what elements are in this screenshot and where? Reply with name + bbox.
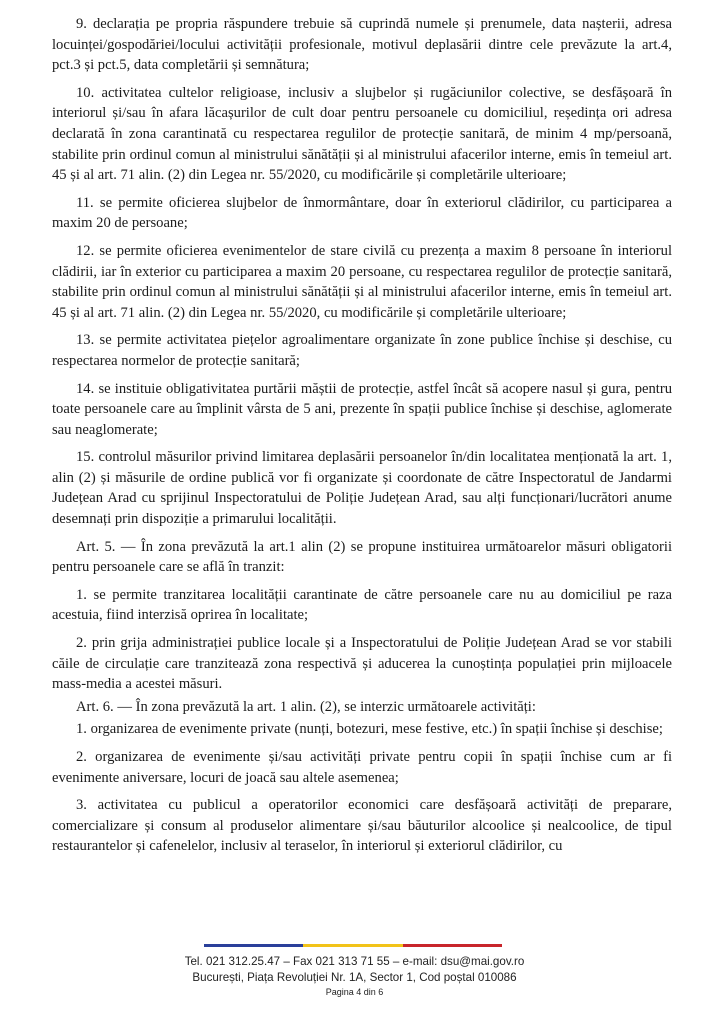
footer-address: București, Piața Revoluției Nr. 1A, Sector 1, Cod poștal 010086 [192, 971, 517, 984]
paragraph-item-13: 13. se permite activitatea piețelor agroalimentare organizate în zone publice închise și deschise, cu respectarea normelor de protecție sanitară; [52, 332, 672, 369]
article-5-item-1: 1. se permite tranzitarea localității carantinate de către persoanele care nu au domiciliul pe raza acestuia, fiind interzisă oprirea în localitate; [52, 586, 672, 624]
paragraph-item-14: 14. se instituie obligativitatea purtării măștii de protecție, astfel încât să acopere nasul și gura, pentru toate persoanele care au împlinit vârsta de 5 ani, prezente în spații publice închise și deschise, aglomerate sau neaglomerate; [52, 380, 672, 438]
article-6-item-2: 2. organizarea de evenimente și/sau activități private pentru copii în spații închise cum ar fi evenimente aniversare, locuri de joacă sau altele asemenea; [52, 749, 672, 786]
paragraph-item-15: 15. controlul măsurilor privind limitarea deplasării persoanelor în/din localitatea menționată la art. 1, alin (2) și măsurile de ordine publică vor fi organizate și coordonate de către Inspectoratul de Jandarmi Județean Arad cu sprijinul Inspectoratului de Poliție Județean Arad, sau alți funcționari/lucrători anume desemnați prin dispoziție a primarului localității. [52, 449, 672, 528]
tricolor-red-stripe [403, 944, 502, 947]
paragraph-item-10: 10. activitatea cultelor religioase, inclusiv a slujbelor și rugăciunilor colective, se desfășoară în interiorul și/sau în afara lăcașurilor de cult doar pentru persoanele cu domiciliul, reședința ori adresa declarată în zona carantinată cu respectarea regulilor de protecție sanitară, de minim 4 mp/persoană, stabilite prin ordinul comun al ministrului sănătății și al ministrului afacerilor interne, emis în temeiul art. 45 și al art. 71 alin. (2) din Legea nr. 55/2020, cu modificările și completările ulterioare; [52, 84, 672, 184]
tricolor-divider [204, 944, 502, 947]
article-5-heading: Art. 5. — În zona prevăzută la art.1 alin (2) se propune instituirea următoarelor măsuri obligatorii pentru persoanele care se află în tranzit: [52, 538, 672, 576]
article-6-heading: Art. 6. — În zona prevăzută la art. 1 alin. (2), se interzic următoarele activități: [76, 698, 536, 715]
paragraph-item-11: 11. se permite oficierea slujbelor de înmormântare, doar în exteriorul clădirilor, cu participarea a maxim 20 de persoane; [52, 194, 672, 232]
footer-contact: Tel. 021 312.25.47 – Fax 021 313 71 55 – e-mail: dsu@mai.gov.ro [184, 955, 525, 968]
paragraph-item-12: 12. se permite oficierea evenimentelor de stare civilă cu prezența a maxim 8 persoane în interiorul clădirii, iar în exterior cu participarea a maxim 20 persoane, cu respectarea regulilor de protecție sanitară, stabilite prin ordinul comun al ministrului sănătății și al ministrului afacerilor interne, emis în temeiul art. 45 și al art. 71 alin. (2) din Legea nr. 55/2020, cu modificările și completările ulterioare; [52, 242, 672, 321]
article-5-item-2: 2. prin grija administrației publice locale și a Inspectoratului de Poliție Județean Arad se vor stabili căile de circulație care tranzitează zona respectivă și aducerea la cunoștința populației prin mijloacele mass-media a acestei măsuri. [52, 635, 672, 693]
article-6-item-3: 3. activitatea cu publicul a operatorilor economici care desfășoară activități de preparare, comercializare și consum al produselor alimentare și/sau băuturilor alcoolice și nealcoolice, de tipul restaurantelor și cafenelelor, inclusiv al teraselor, în interiorul și exteriorul clădirilor, cu [52, 797, 672, 855]
document-body [52, 14, 672, 864]
tricolor-yellow-stripe [303, 944, 402, 947]
tricolor-blue-stripe [204, 944, 303, 947]
article-6-item-1: 1. organizarea de evenimente private (nunți, botezuri, mese festive, etc.) în spații închise și deschise; [76, 721, 663, 738]
page-footer [0, 944, 709, 997]
paragraph-item-9: 9. declarația pe propria răspundere trebuie să cuprindă numele și prenumele, data nașterii, adresa locuinței/gospodăriei/locului activității profesionale, motivul deplasării dintre cele prevăzute la art.4, pct.3 și pct.5, data completării și semnătura; [52, 16, 672, 74]
page-number: Pagina 4 din 6 [325, 987, 384, 997]
